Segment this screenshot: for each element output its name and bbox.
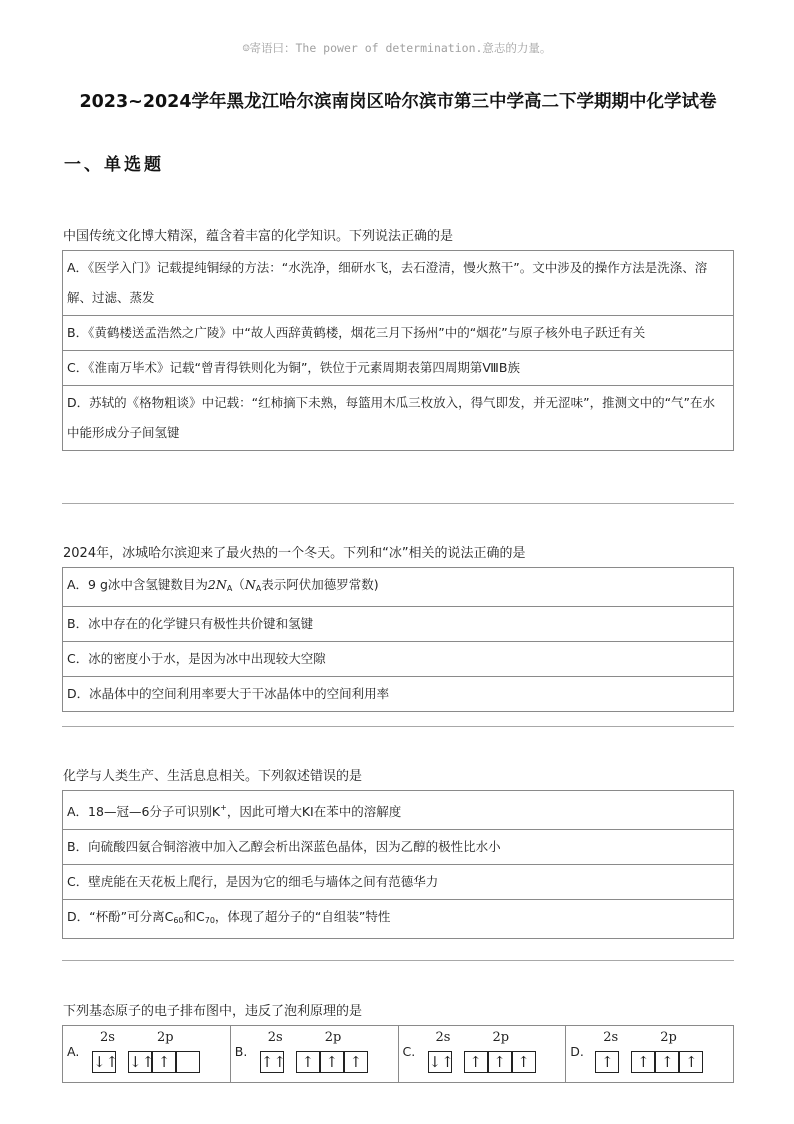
orbital-box-2p: ↑ <box>512 1051 536 1073</box>
option-d[interactable]: D．苏轼的《格物粗谈》中记载：“红柿摘下未熟，每篮用木瓜三枚放入，得气即发，并无涩味”，推测文中的“气”在水中能形成分子间氢键 <box>63 385 733 450</box>
orbital-box-2p <box>176 1051 200 1073</box>
orbital-label-2s: 2s <box>603 1030 619 1045</box>
fullerene-subscript: 60 <box>173 916 184 925</box>
orbital-box-2p: ↑ <box>464 1051 488 1073</box>
orbital-box-2p: ↑ <box>488 1051 512 1073</box>
option-a-text: A．9 g冰中含氢键数目为 <box>67 577 208 592</box>
orbital-label-2p: 2p <box>492 1030 510 1045</box>
options-table <box>62 790 734 939</box>
orbital-label-2s: 2s <box>100 1030 115 1045</box>
question-1 <box>62 228 734 451</box>
orbital-label-2p: 2p <box>157 1030 174 1045</box>
option-a-tail: 表示阿伏加德罗常数) <box>261 577 379 592</box>
orbital-box-2s: ↓↑ <box>93 1053 119 1071</box>
avogadro-symbol: N <box>244 577 256 592</box>
question-4 <box>62 1003 734 1083</box>
option-d[interactable] <box>63 899 733 938</box>
option-d[interactable] <box>565 1026 733 1082</box>
options-table <box>62 567 734 712</box>
option-c[interactable]: C．壁虎能在天花板上爬行，是因为它的细毛与墙体之间有范德华力 <box>63 864 733 899</box>
option-letter: A. <box>67 1044 80 1059</box>
orbital-label-2s: 2s <box>435 1030 451 1045</box>
option-a[interactable]: A．《医学入门》记载提纯铜绿的方法：“水洗净，细研水飞，去石澄清，慢火熬干”。文中涉及的操作方法是洗涤、溶解、过滤、蒸发 <box>67 260 708 305</box>
orbital-box-2p: ↓↑ <box>129 1053 155 1071</box>
option-d[interactable]: D．冰晶体中的空间利用率要大于干冰晶体中的空间利用率 <box>63 676 733 711</box>
orbital-box-2p: ↑ <box>152 1051 176 1073</box>
option-b[interactable] <box>230 1026 398 1082</box>
option-d-text: ，体现了超分子的“自组装”特性 <box>214 909 391 924</box>
avogadro-subscript: A <box>255 584 262 593</box>
question-divider <box>62 503 734 504</box>
orbital-box-2s: ↑↑ <box>260 1053 286 1071</box>
question-stem: 2024年，冰城哈尔滨迎来了最火热的一个冬天。下列和“冰”相关的说法正确的是 <box>63 546 526 561</box>
question-stem: 化学与人类生产、生活息息相关。下列叙述错误的是 <box>63 769 363 784</box>
orbital-label-2p: 2p <box>324 1030 342 1045</box>
orbital-options-table <box>62 1025 734 1083</box>
question-stem: 下列基态原子的电子排布图中，违反了泡利原理的是 <box>63 1004 363 1019</box>
orbital-label-2p: 2p <box>660 1030 677 1045</box>
option-letter: B. <box>234 1044 248 1059</box>
formula-number: 2 <box>207 577 216 592</box>
orbital-box-2s: ↓↑ <box>428 1053 454 1071</box>
options-table <box>62 250 734 451</box>
option-a-text: A．18—冠—6分子可识别K <box>67 804 221 819</box>
orbital-box-2s: ↑ <box>595 1051 619 1073</box>
orbital-box-2p: ↑ <box>320 1051 344 1073</box>
fullerene-subscript: 70 <box>204 916 215 925</box>
option-a[interactable] <box>63 791 733 829</box>
option-d-text: 和C <box>183 909 205 924</box>
section-heading: 一、单选题 <box>64 155 164 175</box>
question-divider <box>62 960 734 961</box>
option-c[interactable] <box>398 1026 566 1082</box>
document-title: 2023~2024学年黑龙江哈尔滨南岗区哈尔滨市第三中学高二下学期期中化学试卷 <box>79 92 717 112</box>
option-a-paren: （ <box>232 577 245 592</box>
option-a[interactable] <box>63 568 733 606</box>
orbital-box-2p: ↑ <box>296 1051 320 1073</box>
option-b[interactable]: B．向硫酸四氨合铜溶液中加入乙醇会析出深蓝色晶体，因为乙醇的极性比水小 <box>63 829 733 864</box>
header-motto: ☺寄语曰：The power of determination.意志的力量。 <box>242 41 552 55</box>
option-b[interactable]: B．冰中存在的化学键只有极性共价键和氢键 <box>63 606 733 641</box>
option-letter: C. <box>402 1044 416 1059</box>
option-letter: D. <box>570 1044 584 1059</box>
option-d-text: D．“杯酚”可分离C <box>67 909 174 924</box>
orbital-box-2p: ↑ <box>655 1051 679 1073</box>
question-stem: 中国传统文化博大精深，蕴含着丰富的化学知识。下列说法正确的是 <box>63 229 454 244</box>
orbital-box-2p: ↑ <box>679 1051 703 1073</box>
orbital-box-2p: ↑ <box>344 1051 368 1073</box>
charge-superscript: + <box>220 803 227 812</box>
avogadro-subscript: A <box>226 584 233 593</box>
avogadro-symbol: N <box>215 577 227 592</box>
question-3 <box>62 768 734 939</box>
option-c[interactable]: C．《淮南万毕术》记载“曾青得铁则化为铜”，铁位于元素周期表第四周期第ⅧB族 <box>63 350 733 385</box>
question-divider <box>62 726 734 727</box>
option-b[interactable]: B．《黄鹤楼送孟浩然之广陵》中“故人西辞黄鹤楼，烟花三月下扬州”中的“烟花”与原子核外电子跃迁有关 <box>63 315 733 350</box>
option-a[interactable] <box>63 1026 230 1082</box>
question-2 <box>62 545 734 712</box>
orbital-label-2s: 2s <box>267 1030 283 1045</box>
option-c[interactable]: C．冰的密度小于水，是因为冰中出现较大空隙 <box>63 641 733 676</box>
option-a-tail: ，因此可增大KI在苯中的溶解度 <box>226 804 402 819</box>
orbital-box-2p: ↑ <box>631 1051 655 1073</box>
